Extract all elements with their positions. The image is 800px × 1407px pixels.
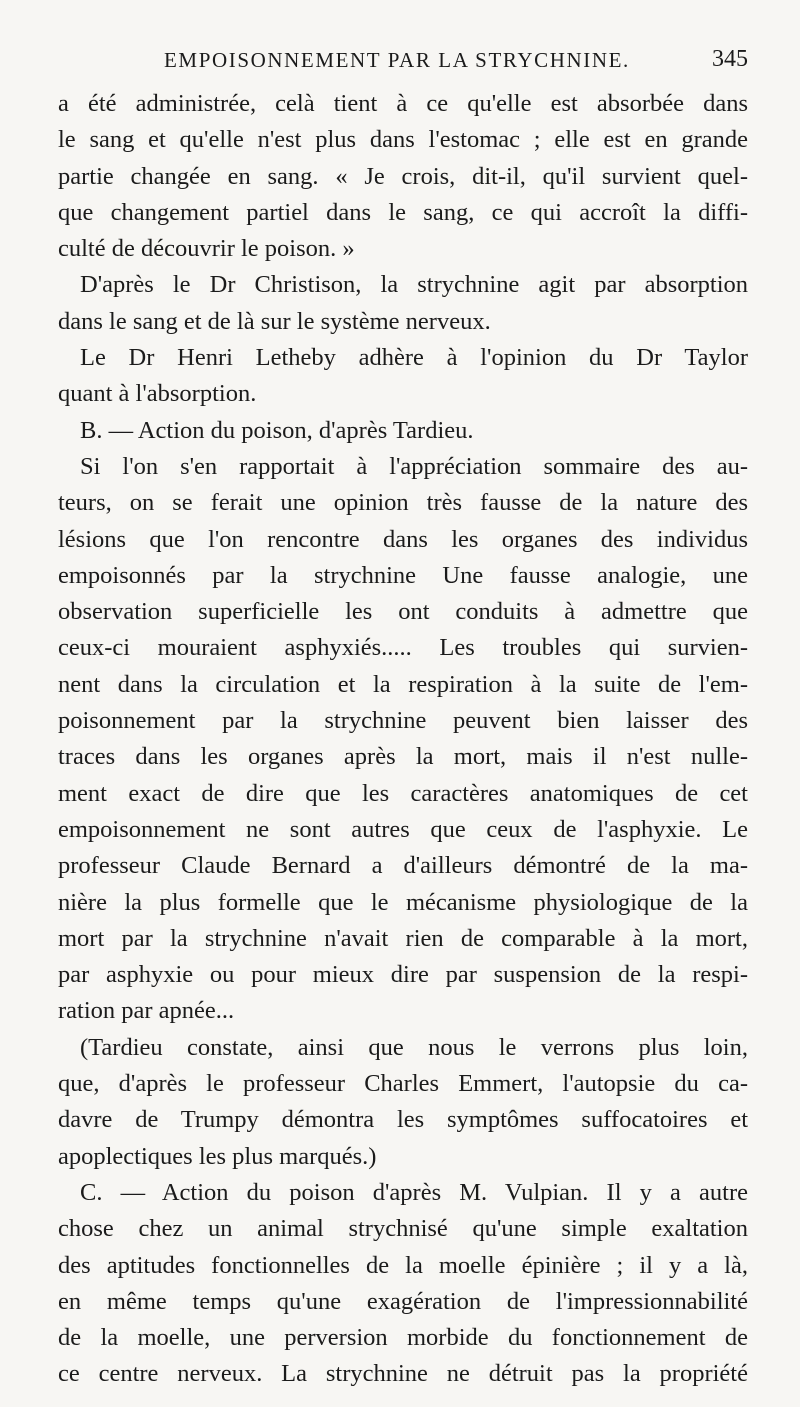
text-line: de la moelle, une perversion morbide du fonctionnement de — [58, 1324, 748, 1352]
text-line: par asphyxie ou pour mieux dire par suspension de la respi- — [58, 961, 748, 989]
text-line: ce centre nerveux. La strychnine ne détruit pas la propriété — [58, 1360, 748, 1388]
text-line: observation superficielle les ont conduits à admettre que — [58, 598, 748, 626]
text-line: traces dans les organes après la mort, mais il n'est nulle- — [58, 743, 748, 771]
text-line: ration par apnée... — [58, 997, 235, 1025]
text-line: ment exact de dire que les caractères anatomiques de cet — [58, 779, 748, 807]
text-line: lésions que l'on rencontre dans les organes des individus — [58, 525, 748, 553]
text-line: partie changée en sang. « Je crois, dit-il, qu'il survient quel- — [58, 162, 748, 190]
page-number: 345 — [712, 46, 748, 72]
text-line: ceux-ci mouraient asphyxiés..... Les troubles qui survien- — [58, 634, 748, 662]
text-line: davre de Trumpy démontra les symptômes suffocatoires et — [58, 1106, 748, 1134]
text-line: chose chez un animal strychnisé qu'une simple exaltation — [58, 1215, 748, 1243]
text-line: mort par la strychnine n'avait rien de comparable à la mort, — [58, 924, 748, 952]
text-line: (Tardieu constate, ainsi que nous le verrons plus loin, — [80, 1033, 748, 1061]
text-line: le sang et qu'elle n'est plus dans l'estomac ; elle est en grande — [58, 126, 748, 154]
text-line: empoisonnés par la strychnine Une fausse analogie, une — [58, 561, 748, 589]
text-line: culté de découvrir le poison. » — [58, 235, 355, 263]
running-head: EMPOISONNEMENT PAR LA STRYCHNINE. — [164, 48, 630, 72]
text-line: B. — Action du poison, d'après Tardieu. — [80, 416, 474, 444]
text-line: que, d'après le professeur Charles Emmert, l'autopsie du ca- — [58, 1070, 748, 1098]
text-line: Si l'on s'en rapportait à l'appréciation sommaire des au- — [80, 452, 748, 480]
text-line: empoisonnement ne sont autres que ceux de l'asphyxie. Le — [58, 815, 748, 843]
text-line: Le Dr Henri Letheby adhère à l'opinion du Dr Taylor — [80, 344, 748, 372]
text-line: poisonnement par la strychnine peuvent bien laisser des — [58, 707, 748, 735]
text-line: que changement partiel dans le sang, ce qui accroît la diffi- — [58, 198, 748, 226]
text-line: a été administrée, celà tient à ce qu'elle est absorbée dans — [58, 90, 748, 117]
text-line: des aptitudes fonctionnelles de la moelle épinière ; il y a là, — [58, 1251, 748, 1279]
text-line: quant à l'absorption. — [58, 380, 257, 408]
text-line: en même temps qu'une exagération de l'impressionnabilité — [58, 1287, 748, 1315]
text-line: dans le sang et de là sur le système nerveux. — [58, 307, 491, 335]
text-line: professeur Claude Bernard a d'ailleurs démontré de la ma- — [58, 852, 748, 880]
page-header — [60, 42, 748, 82]
text-line: nent dans la circulation et la respiration à la suite de l'em- — [58, 670, 748, 698]
body-text — [58, 86, 748, 1393]
text-line: apoplectiques les plus marqués.) — [58, 1142, 377, 1170]
text-line: C. — Action du poison d'après M. Vulpian. Il y a autre — [80, 1178, 748, 1206]
text-line: D'après le Dr Christison, la strychnine agit par absorption — [80, 271, 748, 299]
text-line: nière la plus formelle que le mécanisme physiologique de la — [58, 888, 748, 916]
text-line: teurs, on se ferait une opinion très fausse de la nature des — [58, 489, 748, 517]
